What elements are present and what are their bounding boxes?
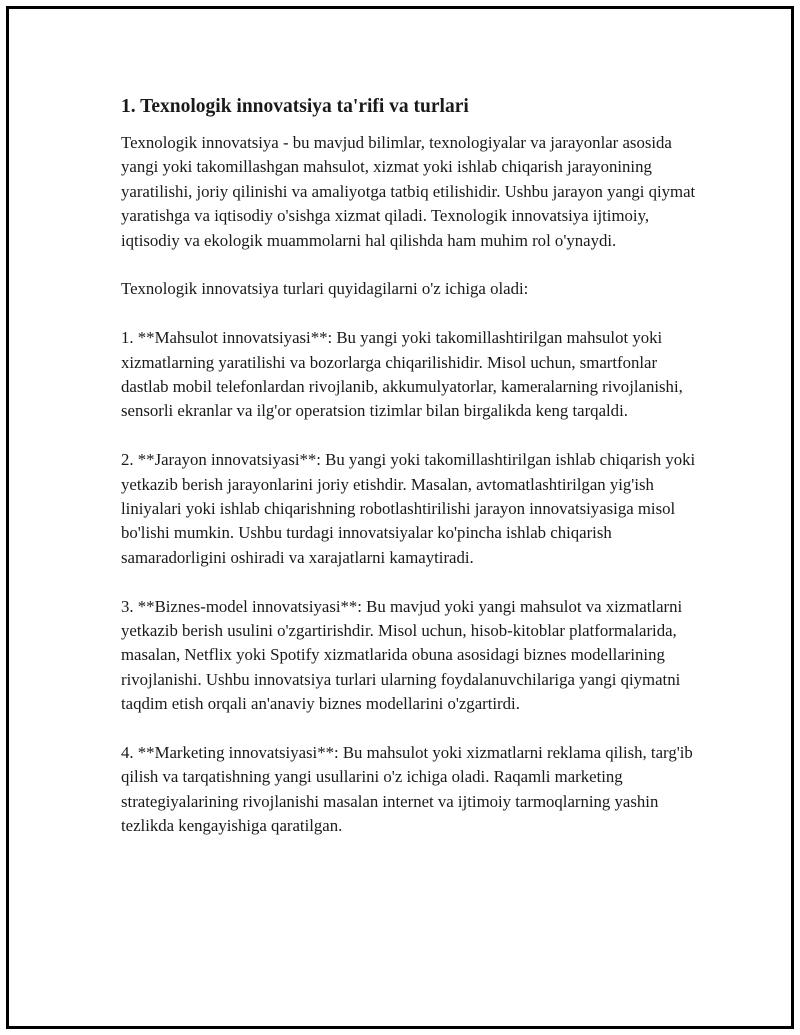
business-model-innovation-paragraph: 3. **Biznes-model innovatsiyasi**: Bu mavjud yoki yangi mahsulot va xizmatlarni yetkazib berish usulini o'zgartirishdir. Misol uchun, hisob-kitoblar platformalarida, masalan, Netflix yoki Spotify xizmatlarida obuna asosidagi biznes modellarining rivojlanishi. Ushbu innovatsiya turlari ularning foydalanuvchilariga yangi qiymatni taqdim etish orqali an'anaviy biznes modellarini o'zgartirdi. — [121, 596, 683, 714]
types-intro-paragraph: Texnologik innovatsiya turlari quyidagilarni o'z ichiga oladi: — [121, 279, 529, 299]
process-innovation-paragraph: 2. **Jarayon innovatsiyasi**: Bu yangi yoki takomillashtirilgan ishlab chiqarish yoki yetkazib berish jarayonlarini joriy etishdir. Masalan, avtomatlashtirilgan yig'ish liniyalari yoki ishlab chiqarishning robotlashtirilishi jarayon innovatsiyasiga misol bo'lishi mumkin. Ushbu turdagi innovatsiyalar ko'pincha ishlab chiqarish samaradorligini oshiradi va xarajatlarni kamaytiradi. — [121, 450, 696, 567]
definition-paragraph: Texnologik innovatsiya - bu mavjud bilimlar, texnologiyalar va jarayonlar asosida yangi yoki takomillashgan mahsulot, xizmat yoki ishlab chiqarish jarayonining yaratilishi, joriy qilinishi va amaliyotga tatbiq etilishidir. Ushbu jarayon yangi qiymat yaratishga va iqtisodiy o'sishga xizmat qiladi. Texnologik innovatsiya ijtimoiy, iqtisodiy va ekologik muammolarni hal qilishda ham muhim rol o'ynaydi. — [121, 133, 696, 250]
document-page — [6, 6, 794, 1029]
document-content — [121, 95, 701, 863]
product-innovation-paragraph: 1. **Mahsulot innovatsiyasi**: Bu yangi yoki takomillashtirilgan mahsulot yoki xizmatlarning yaratilishi va bozorlarga chiqarilishidir. Misol uchun, smartfonlar dastlab mobil telefonlardan rivojlanib, akkumulyatorlar, kameralarning rivojlanishi, sensorli ekranlar va ilg'or operatsion tizimlar bilan birgalikda keng tarqaldi. — [121, 328, 683, 421]
section-heading: 1. Texnologik innovatsiya ta'rifi va turlari — [121, 96, 469, 117]
marketing-innovation-paragraph: 4. **Marketing innovatsiyasi**: Bu mahsulot yoki xizmatlarni reklama qilish, targ'ib qilish va tarqatishning yangi usullarini o'z ichiga oladi. Raqamli marketing strategiyalarining rivojlanishi masalan internet va ijtimoiy tarmoqlarning yashin tezlikda kengayishiga qaratilgan. — [121, 743, 693, 836]
